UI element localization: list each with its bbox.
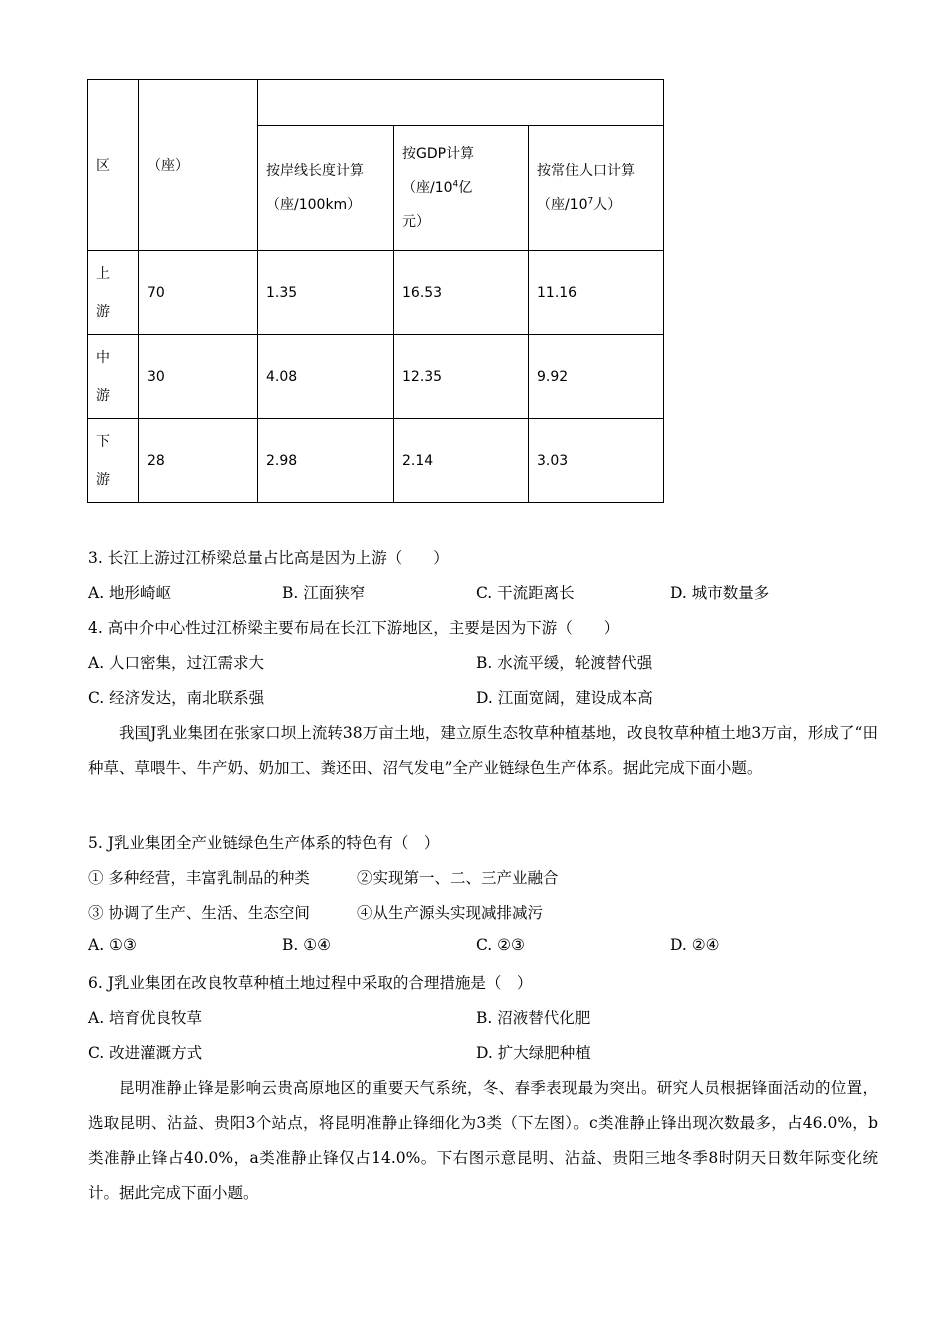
gdp-cell: 16.53 (394, 251, 529, 335)
q6-option-a[interactable]: A. 培育优良牧草 (88, 1009, 203, 1027)
q3-option-d[interactable]: D. 城市数量多 (670, 584, 770, 602)
q5-option-d[interactable]: D. ②④ (670, 936, 720, 954)
count-cell: 28 (139, 419, 258, 503)
passage-front: 昆明准静止锋是影响云贵高原地区的重要天气系统，冬、春季表现最为突出。研究人员根据锋面活动的位置，选取昆明、沾益、贵阳3个站点，将昆明准静止锋细化为3类（下左图）。c类准静止锋出现次数最多，占46.0%，b类准静止锋占40.0%，a类准静止锋仅占14.0%。下右图示意昆明、沾益、贵阳三地冬季8时阴天日数年际变化统计。据此完成下面小题。 (88, 1079, 878, 1202)
sub-header-pop (529, 126, 664, 251)
q4-option-b[interactable]: B. 水流平缓，轮渡替代强 (476, 654, 653, 672)
q4-option-d[interactable]: D. 江面宽阔，建设成本高 (476, 689, 653, 707)
pop-cell: 9.92 (529, 335, 664, 419)
q5-statement-2: ②实现第一、二、三产业融合 (357, 869, 559, 887)
q5-option-b[interactable]: B. ①④ (282, 936, 332, 954)
pop-cell: 3.03 (529, 419, 664, 503)
q6-option-d[interactable]: D. 扩大绿肥种植 (476, 1044, 591, 1062)
shore-cell: 4.08 (258, 335, 394, 419)
question-6-stem: 6. J乳业集团在改良牧草种植土地过程中采取的合理措施是（ ） (88, 974, 533, 992)
q6-option-b[interactable]: B. 沼液替代化肥 (476, 1009, 591, 1027)
region-cell: 上 游 (88, 251, 139, 335)
count-cell: 30 (139, 335, 258, 419)
q5-statement-1: ① 多种经营，丰富乳制品的种类 (88, 869, 310, 887)
q6-option-c[interactable]: C. 改进灌溉方式 (88, 1044, 203, 1062)
sub-header-gdp-line2: （座$/10^4$亿 (402, 179, 473, 196)
q3-option-b[interactable]: B. 江面狭窄 (282, 584, 366, 602)
bridge-statistics-table (87, 79, 664, 503)
passage-dairy: 我国J乳业集团在张家口坝上流转38万亩土地，建立原生态牧草种植基地，改良牧草种植土地3万亩，形成了“田种草、草喂牛、牛产奶、奶加工、粪还田、沼气发电”全产业链绿色生产体系。据此完成下面小题。 (88, 724, 878, 777)
q5-statement-4: ④从生产源头实现减排减污 (357, 904, 544, 922)
gdp-cell: 12.35 (394, 335, 529, 419)
question-4-stem: 4. 高中介中心性过江桥梁主要布局在长江下游地区，主要是因为下游（ ） (88, 619, 620, 637)
shore-cell: 1.35 (258, 251, 394, 335)
q5-option-a[interactable]: A. ①③ (88, 936, 137, 954)
q4-option-a[interactable]: A. 人口密集，过江需求大 (88, 654, 265, 672)
header-region-cell (88, 80, 139, 251)
question-3-stem: 3. 长江上游过江桥梁总量占比高是因为上游（ ） (88, 549, 449, 567)
sub-header-shore (258, 126, 394, 251)
region-cell: 中 游 (88, 335, 139, 419)
header-top-cell (258, 80, 664, 126)
count-cell: 70 (139, 251, 258, 335)
table-row (88, 335, 664, 419)
sub-header-shore-line2: （座/100km） (266, 197, 362, 213)
header-count-cell (139, 80, 258, 251)
sub-header-gdp (394, 126, 529, 251)
q5-statement-3: ③ 协调了生产、生活、生态空间 (88, 904, 310, 922)
header-region-label: 区 (96, 158, 110, 174)
sub-header-shore-line1: 按岸线长度计算 (266, 163, 364, 179)
sub-header-gdp-line1: 按GDP计算 (402, 146, 475, 162)
shore-cell: 2.98 (258, 419, 394, 503)
pop-cell: 11.16 (529, 251, 664, 335)
question-5-stem: 5. J乳业集团全产业链绿色生产体系的特色有（ ） (88, 834, 440, 852)
table-row (88, 419, 664, 503)
q5-option-c[interactable]: C. ②③ (476, 936, 525, 954)
sub-header-pop-line2: （座$/10^7$人） (537, 196, 622, 213)
sub-header-gdp-line3: 元） (402, 214, 430, 230)
q4-option-c[interactable]: C. 经济发达，南北联系强 (88, 689, 265, 707)
region-cell: 下 游 (88, 419, 139, 503)
q3-option-c[interactable]: C. 干流距离长 (476, 584, 575, 602)
header-count-label: （座） (147, 158, 189, 174)
gdp-cell: 2.14 (394, 419, 529, 503)
sub-header-pop-line1: 按常住人口计算 (537, 163, 635, 179)
table-row (88, 251, 664, 335)
q3-option-a[interactable]: A. 地形崎岖 (88, 584, 172, 602)
